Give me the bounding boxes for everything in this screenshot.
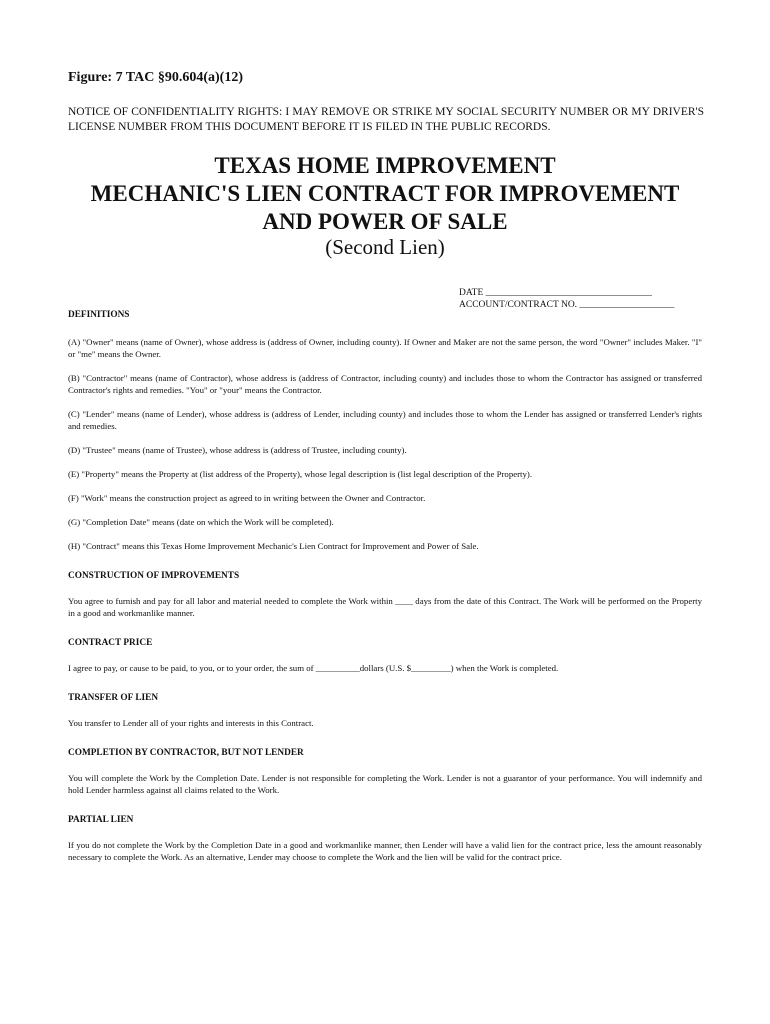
title-line-1: TEXAS HOME IMPROVEMENT [214, 153, 556, 178]
section-construction [68, 570, 702, 619]
definitions-heading: DEFINITIONS [68, 310, 130, 320]
section-heading: CONTRACT PRICE [68, 638, 153, 648]
meta-block [459, 287, 674, 311]
section-heading: TRANSFER OF LIEN [68, 693, 159, 703]
document-subtitle: (Second Lien) [325, 235, 445, 259]
definition-owner: (A) "Owner" means (name of Owner), whose address is (address of Owner, including county). If Owner and Maker are not the same person, the word "Owner" includes Maker. "I" or "me" means the Owner. [68, 337, 702, 359]
date-field: DATE ___________________________________ [459, 288, 652, 298]
title-line-3: AND POWER OF SALE [262, 209, 508, 234]
account-contract-field: ACCOUNT/CONTRACT NO. ____________________ [459, 300, 675, 310]
document-body [68, 309, 702, 863]
section-text: You transfer to Lender all of your rights and interests in this Contract. [68, 718, 314, 728]
title-line-2: MECHANIC'S LIEN CONTRACT FOR IMPROVEMENT [90, 181, 680, 206]
section-partial-lien [68, 814, 702, 863]
definition-work: (F) "Work" means the construction project as agreed to in writing between the Owner and Contractor. [68, 493, 426, 503]
section-completion-by-contractor [68, 747, 702, 796]
definition-lender: (C) "Lender" means (name of Lender), whose address is (address of Lender, including county) and includes those to whom the Lender has assigned or transferred Lender's rights and remedies. [68, 409, 702, 431]
definition-trustee: (D) "Trustee" means (name of Trustee), whose address is (address of Trustee, including county). [68, 445, 407, 455]
section-heading: CONSTRUCTION OF IMPROVEMENTS [68, 571, 240, 581]
section-heading: COMPLETION BY CONTRACTOR, BUT NOT LENDER [68, 748, 304, 758]
section-text: You will complete the Work by the Completion Date. Lender is not responsible for completing the Work. Lender is not a guarantor of your performance. You will indemnify and hold Lender harmless against all claims related to the Work. [68, 773, 702, 795]
definition-contractor: (B) "Contractor" means (name of Contractor), whose address is (address of Contractor, including county) and includes those to whom the Contractor has assigned or transferred Contractor's rights and remedies. "You" or "your" means the Contractor. [68, 373, 702, 395]
section-text: I agree to pay, or cause to be paid, to you, or to your order, the sum of __________dollars (U.S. $_________) when the Work is completed. [68, 663, 559, 673]
section-contract-price [68, 637, 702, 674]
figure-reference: Figure: 7 TAC §90.604(a)(12) [68, 70, 243, 85]
document-title [0, 152, 770, 236]
definition-property: (E) "Property" means the Property at (list address of the Property), whose legal description is (list legal description of the Property). [68, 469, 533, 479]
confidentiality-notice: NOTICE OF CONFIDENTIALITY RIGHTS: I MAY REMOVE OR STRIKE MY SOCIAL SECURITY NUMBER OR MY DRIVER'S LICENSE NUMBER FROM THIS DOCUMENT BEFORE IT IS FILED IN THE PUBLIC RECORDS. [68, 106, 704, 133]
section-heading: PARTIAL LIEN [68, 815, 134, 825]
section-transfer-of-lien [68, 692, 702, 729]
section-text: You agree to furnish and pay for all labor and material needed to complete the Work within ____ days from the date of this Contract. The Work will be performed on the Property in a good and workmanlike manner. [68, 596, 702, 618]
definition-contract: (H) "Contract" means this Texas Home Improvement Mechanic's Lien Contract for Improvement and Power of Sale. [68, 541, 479, 551]
section-text: If you do not complete the Work by the Completion Date in a good and workmanlike manner, then Lender will have a valid lien for the contract price, less the amount reasonably necessary to complete the Work. As an alternative, Lender may choose to complete the Work and the lien will be valid for the contract price. [68, 840, 702, 862]
definition-completion-date: (G) "Completion Date" means (date on which the Work will be completed). [68, 517, 334, 527]
